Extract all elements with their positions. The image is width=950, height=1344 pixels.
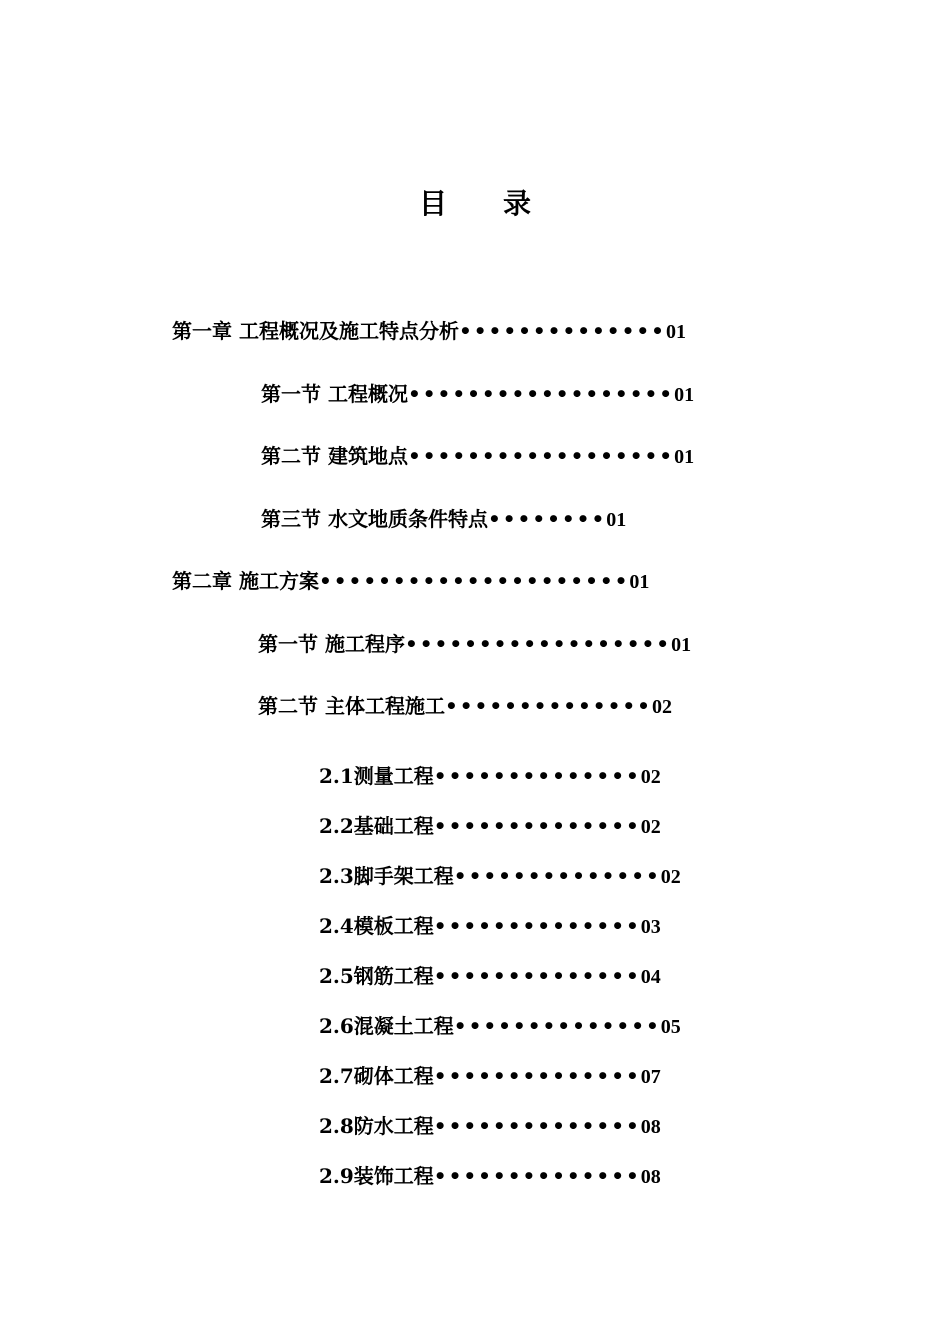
toc-entry[interactable] [319,1012,681,1041]
toc-page-number: 05 [660,1016,681,1038]
toc-label: 第一节 工程概况 [261,382,408,406]
toc-leader-dots: •••••••••••••• [433,964,641,988]
page-title [0,182,950,222]
toc-leader-dots: •••••••••••••• [433,1114,641,1138]
toc-label: 2.9装饰工程 [319,1164,434,1188]
toc-leader-dots: •••••••••••••• [433,814,641,838]
toc-label: 第二节 建筑地点 [261,444,408,468]
toc-label: 2.4模板工程 [319,914,434,938]
toc-leader-dots: •••••••••••••• [444,694,652,718]
toc-page-number: 08 [640,1116,661,1138]
toc-page-number: 01 [606,509,627,531]
toc-page-number: 02 [651,696,672,718]
toc-entry[interactable] [319,1162,661,1191]
toc-leader-dots: •••••••• [487,507,607,531]
toc-page-number: 01 [671,634,692,656]
toc-leader-dots: •••••••••••••• [433,914,641,938]
toc-entry[interactable] [319,1062,661,1091]
toc-page-number: 07 [640,1066,661,1088]
toc-leader-dots: •••••••••••••• [453,864,661,888]
toc-label: 2.8防水工程 [319,1114,434,1138]
toc-page-number: 03 [640,916,661,938]
toc-label: 2.2基础工程 [319,814,434,838]
toc-leader-dots: •••••••••••••• [453,1014,661,1038]
toc-entry[interactable] [319,1112,661,1141]
toc-label: 第二节 主体工程施工 [258,694,445,718]
toc-leader-dots: •••••••••••••• [433,1064,641,1088]
toc-entry[interactable] [261,505,626,534]
title-char-1: 目 [418,187,447,220]
toc-entry[interactable] [319,862,681,891]
toc-label: 2.1测量工程 [319,764,434,788]
toc-label: 第一章 工程概况及施工特点分析 [172,319,459,343]
toc-entry[interactable] [261,380,694,409]
toc-entry[interactable] [258,630,691,659]
toc-page-number: 01 [665,321,686,343]
toc-page-number: 08 [640,1166,661,1188]
toc-label: 2.6混凝土工程 [319,1014,454,1038]
title-char-2: 录 [503,187,532,220]
toc-entry[interactable] [319,962,661,991]
toc-label: 2.5钢筋工程 [319,964,434,988]
toc-entry[interactable] [172,317,686,346]
toc-entry[interactable] [172,567,649,596]
toc-leader-dots: •••••••••••••••••• [404,632,672,656]
toc-leader-dots: ••••••••••••••••••••• [318,569,630,593]
toc-label: 第二章 施工方案 [172,569,319,593]
toc-page-number: 01 [674,384,695,406]
toc-page-number: 01 [674,446,695,468]
toc-page-number: 02 [640,766,661,788]
toc-leader-dots: •••••••••••••• [458,319,666,343]
toc-page-number: 02 [660,866,681,888]
toc-entry[interactable] [319,762,661,791]
toc-entry[interactable] [261,442,694,471]
toc-label: 第三节 水文地质条件特点 [261,507,488,531]
toc-leader-dots: •••••••••••••••••• [407,382,675,406]
toc-label: 第一节 施工程序 [258,632,405,656]
toc-entry[interactable] [319,812,661,841]
toc-entry[interactable] [319,912,661,941]
toc-leader-dots: •••••••••••••• [433,1164,641,1188]
toc-label: 2.7砌体工程 [319,1064,434,1088]
toc-leader-dots: •••••••••••••••••• [407,444,675,468]
toc-label: 2.3脚手架工程 [319,864,454,888]
toc-leader-dots: •••••••••••••• [433,764,641,788]
toc-page-number: 04 [640,966,661,988]
toc-page-number: 01 [629,571,650,593]
toc-page-number: 02 [640,816,661,838]
toc-entry[interactable] [258,692,672,721]
